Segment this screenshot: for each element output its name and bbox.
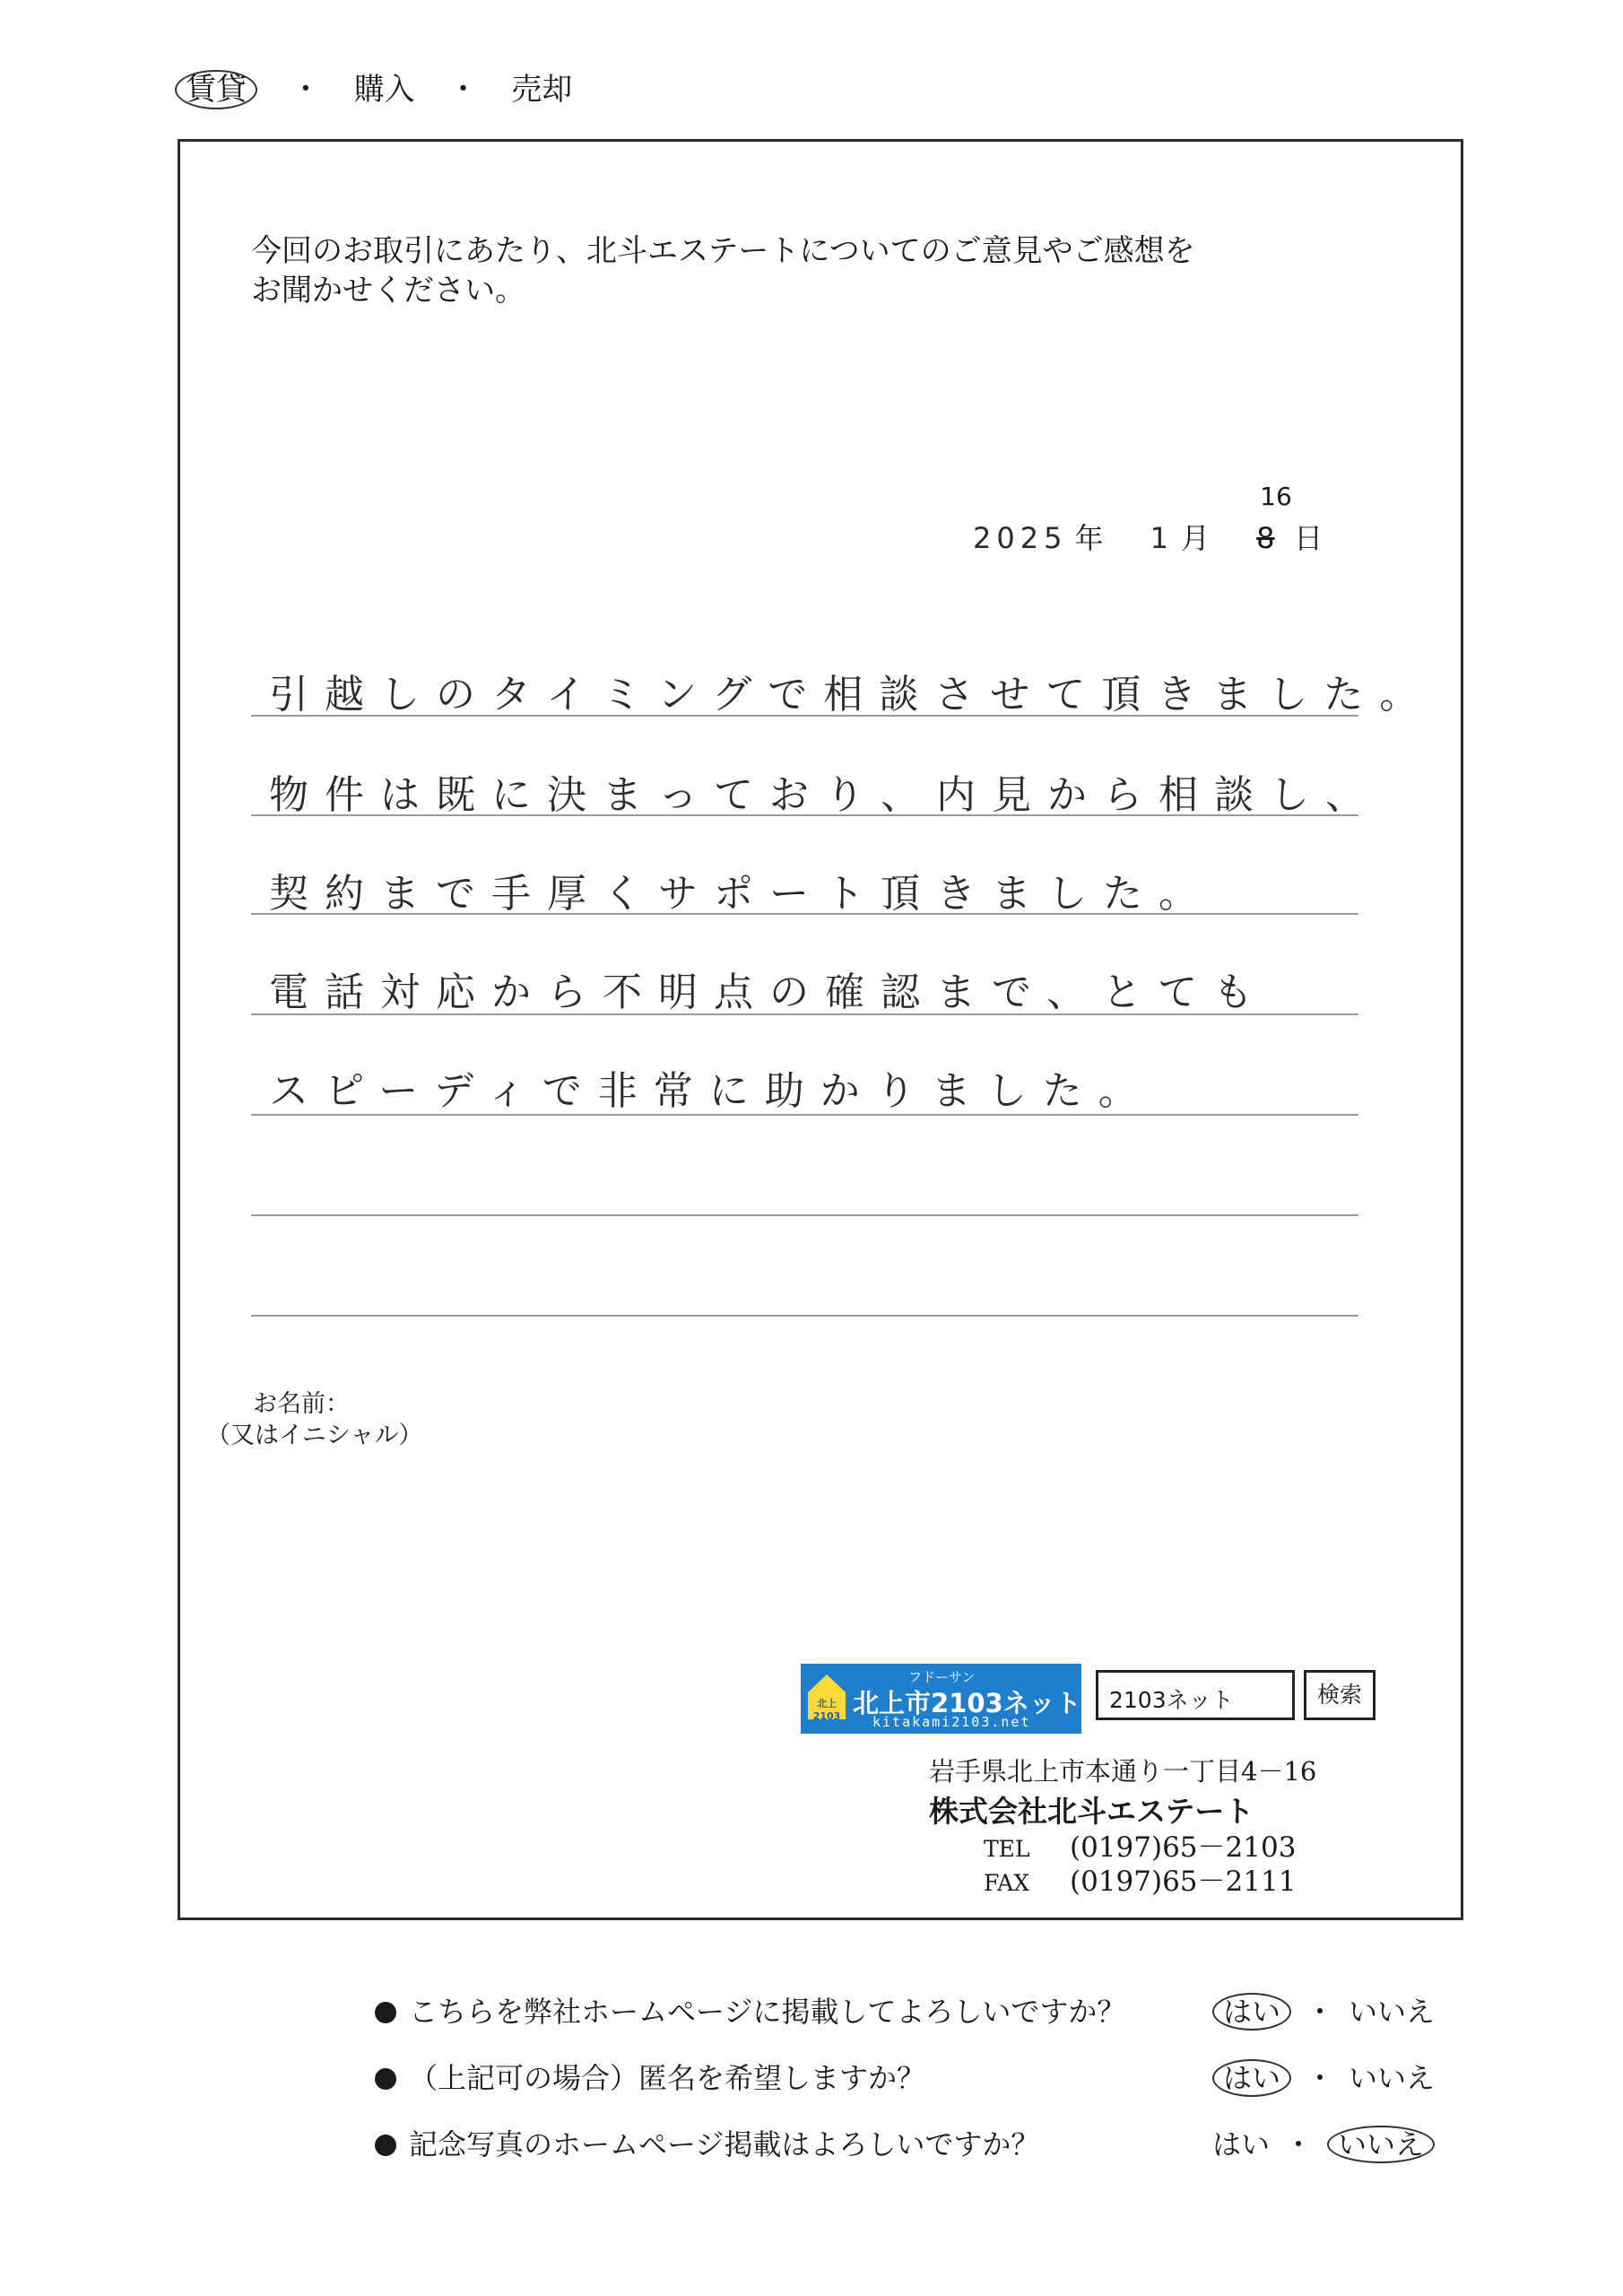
company-fax bbox=[984, 1858, 1296, 1899]
separator: ・ bbox=[1306, 1995, 1335, 2029]
separator: ・ bbox=[1306, 2061, 1335, 2095]
ruled-line bbox=[251, 1315, 1358, 1317]
answer-2 bbox=[1212, 2056, 1435, 2097]
ruled-line bbox=[251, 1214, 1358, 1216]
fax-label: FAX bbox=[984, 1870, 1030, 1896]
bullet-icon bbox=[375, 2135, 396, 2156]
name-sublabel: （又はイニシャル） bbox=[206, 1422, 423, 1449]
option-sale[interactable]: 売却 bbox=[511, 72, 573, 108]
question-3 bbox=[375, 2122, 1039, 2163]
comment-line: 引越しのタイミングで相談させて頂きました。 bbox=[269, 672, 1436, 718]
prompt-line-2: お聞かせください。 bbox=[251, 273, 525, 309]
fax-number: (0197)65－2111 bbox=[1070, 1866, 1297, 1898]
answer-yes[interactable]: はい bbox=[1212, 1993, 1291, 2031]
question-text: （上記可の場合）匿名を希望しますか？ bbox=[409, 2061, 926, 2095]
date-day bbox=[1256, 482, 1292, 555]
answer-no[interactable]: いいえ bbox=[1349, 2061, 1436, 2095]
search-button[interactable]: 検索 bbox=[1304, 1670, 1376, 1720]
company-address: 岩手県北上市本通り一丁目4－16 bbox=[929, 1756, 1317, 1787]
logo-text: 北上2103 bbox=[812, 1698, 841, 1722]
question-2 bbox=[375, 2056, 925, 2097]
bullet-icon bbox=[375, 2068, 396, 2090]
answer-no[interactable]: いいえ bbox=[1349, 1995, 1436, 2029]
name-label: お名前： bbox=[253, 1390, 350, 1418]
answer-1 bbox=[1212, 1989, 1435, 2031]
survey-frame bbox=[178, 139, 1463, 1920]
survey-date bbox=[973, 482, 1360, 557]
comment-line: スピーディで非常に助かりました。 bbox=[269, 1068, 1154, 1114]
ruled-line bbox=[251, 913, 1358, 915]
ruled-line bbox=[251, 1013, 1358, 1015]
question-text: こちらを弊社ホームページに掲載してよろしいですか？ bbox=[409, 1995, 1126, 2029]
comment-line: 契約まで手厚くサポート頂きました。 bbox=[269, 871, 1214, 917]
portal-url: kitakami2103.net bbox=[872, 1714, 1031, 1730]
prompt-line-1: 今回のお取引にあたり、北斗エステートについてのご意見やご感想を bbox=[251, 233, 1195, 269]
date-month-label: 月 bbox=[1180, 521, 1210, 555]
separator: ・ bbox=[290, 72, 321, 108]
bullet-icon bbox=[375, 2002, 396, 2023]
survey-prompt bbox=[251, 231, 1291, 310]
search-input[interactable]: 2103ネット bbox=[1096, 1670, 1295, 1720]
transaction-type-selector bbox=[175, 65, 595, 109]
tel-number: (0197)65－2103 bbox=[1070, 1831, 1297, 1864]
date-year-label: 年 bbox=[1074, 521, 1104, 555]
tel-label: TEL bbox=[984, 1836, 1030, 1862]
ruled-line bbox=[251, 814, 1358, 816]
date-day-label: 日 bbox=[1294, 521, 1324, 555]
option-rent[interactable]: 賃貸 bbox=[175, 70, 257, 109]
ruled-line bbox=[251, 715, 1358, 717]
question-1 bbox=[375, 1989, 1125, 2031]
question-text: 記念写真のホームページ掲載はよろしいですか？ bbox=[409, 2127, 1040, 2161]
option-purchase[interactable]: 購入 bbox=[353, 72, 415, 108]
comment-line: 電話対応から不明点の確認まで、とても bbox=[269, 970, 1270, 1015]
separator: ・ bbox=[447, 72, 479, 108]
answer-yes[interactable]: はい bbox=[1212, 2127, 1271, 2161]
date-year: 2025 bbox=[973, 521, 1068, 555]
date-day-struck: 8 bbox=[1256, 521, 1275, 555]
separator: ・ bbox=[1284, 2127, 1314, 2161]
date-day-corrected: 16 bbox=[1260, 482, 1292, 511]
company-name: 株式会社北斗エステート bbox=[929, 1794, 1254, 1829]
answer-yes[interactable]: はい bbox=[1212, 2059, 1291, 2097]
ruled-line bbox=[251, 1114, 1358, 1116]
portal-name: 北上市2103ネット bbox=[853, 1688, 1081, 1718]
date-month: 1 bbox=[1150, 521, 1174, 555]
portal-banner bbox=[801, 1664, 1081, 1734]
answer-3 bbox=[1212, 2122, 1435, 2163]
answer-no[interactable]: いいえ bbox=[1327, 2126, 1435, 2163]
comment-line: 物件は既に決まっており、内見から相談し、 bbox=[269, 772, 1381, 818]
portal-kana: フドーサン bbox=[908, 1669, 976, 1685]
